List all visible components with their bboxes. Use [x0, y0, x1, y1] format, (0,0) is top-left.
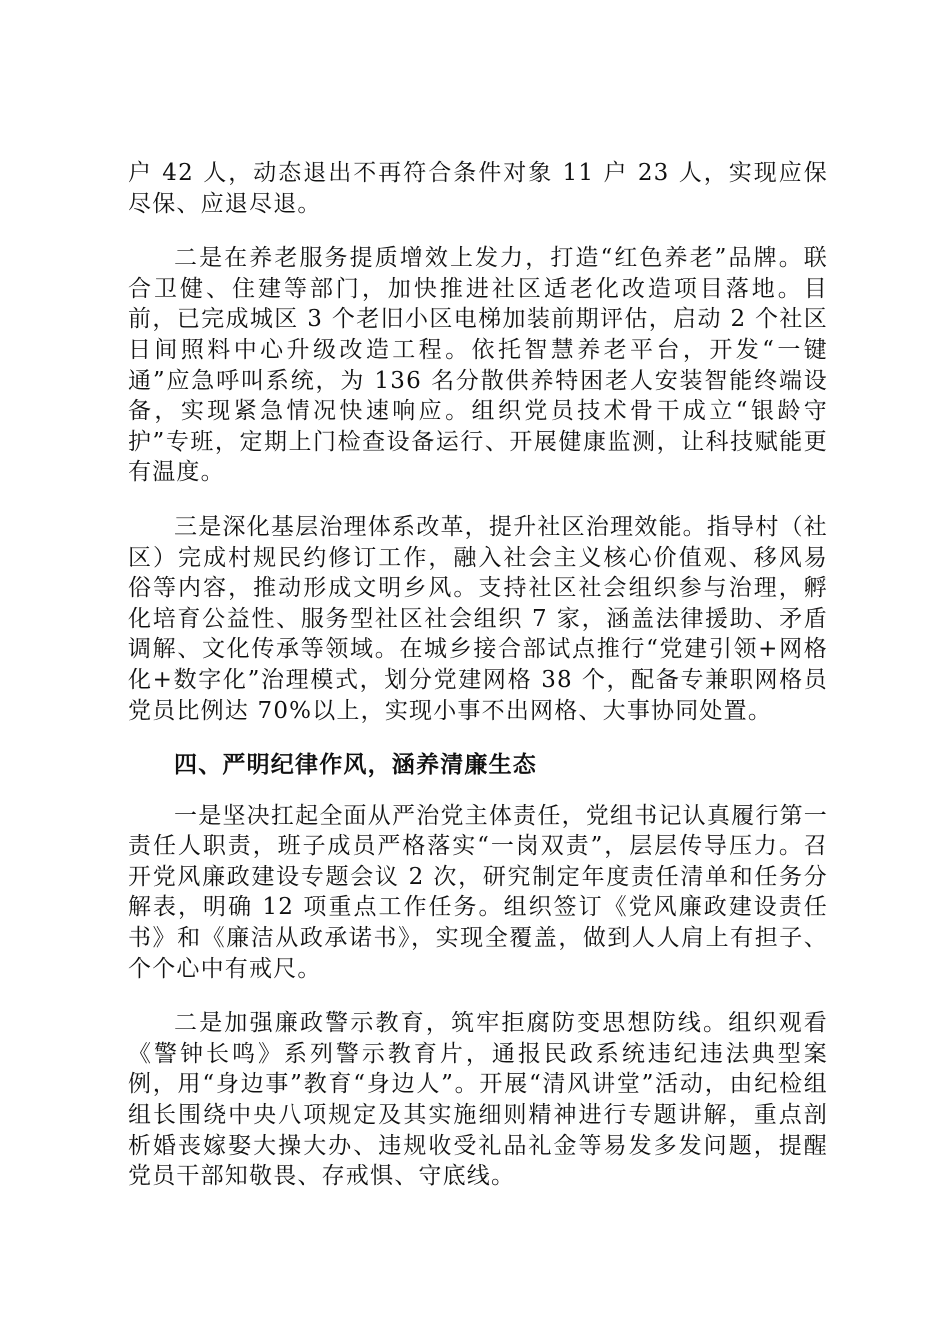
section-heading: 四、严明纪律作风，涵养清廉生态: [174, 752, 537, 779]
document-body: [128, 158, 828, 1216]
paragraph-elderly-care: 二是在养老服务提质增效上发力，打造“红色养老”品牌。联合卫健、住建等部门，加快推进社区适老化改造项目落地。目前，已完成城区 3 个老旧小区电梯加装前期评估，启动 2 个社区日间照料中心升级改造工程。依托智慧养老平台，开发“一键通”应急呼叫系统，为 136 名分散供养特困老人安装智能终端设备，实现紧急情况快速响应。组织党员技术骨干成立“银龄守护”专班，定期上门检查设备运行、开展健康监测，让科技赋能更有温度。: [128, 245, 828, 486]
paragraph-warning-education: 二是加强廉政警示教育，筑牢拒腐防变思想防线。组织观看《警钟长鸣》系列警示教育片，通报民政系统违纪违法典型案例，用“身边事”教育“身边人”。开展“清风讲堂”活动，由纪检组组长围绕中央八项规定及其实施细则精神进行专题讲解，重点剖析婚丧嫁娶大操大办、违规收受礼品礼金等易发多发问题，提醒党员干部知敬畏、存戒惧、守底线。: [128, 1010, 828, 1190]
paragraph-responsibility: 一是坚决扛起全面从严治党主体责任，党组书记认真履行第一责任人职责，班子成员严格落实“一岗双责”，层层传导压力。召开党风廉政建设专题会议 2 次，研究制定年度责任清单和任务分解表，明确 12 项重点工作任务。组织签订《党风廉政建设责任书》和《廉洁从政承诺书》，实现全覆盖，做到人人肩上有担子、个个心中有戒尺。: [128, 802, 828, 982]
paragraph-continuation: 户 42 人，动态退出不再符合条件对象 11 户 23 人，实现应保尽保、应退尽退。: [128, 160, 828, 217]
paragraph-grassroots-governance: 三是深化基层治理体系改革，提升社区治理效能。指导村（社区）完成村规民约修订工作，融入社会主义核心价值观、移风易俗等内容，推动形成文明乡风。支持社区社会组织参与治理，孵化培育公益性、服务型社区社会组织 7 家，涵盖法律援助、矛盾调解、文化传承等领域。在城乡接合部试点推行“党建引领+网格化+数字化”治理模式，划分党建网格 38 个，配备专兼职网格员党员比例达 70%以上，实现小事不出网格、大事协同处置。: [128, 513, 828, 724]
